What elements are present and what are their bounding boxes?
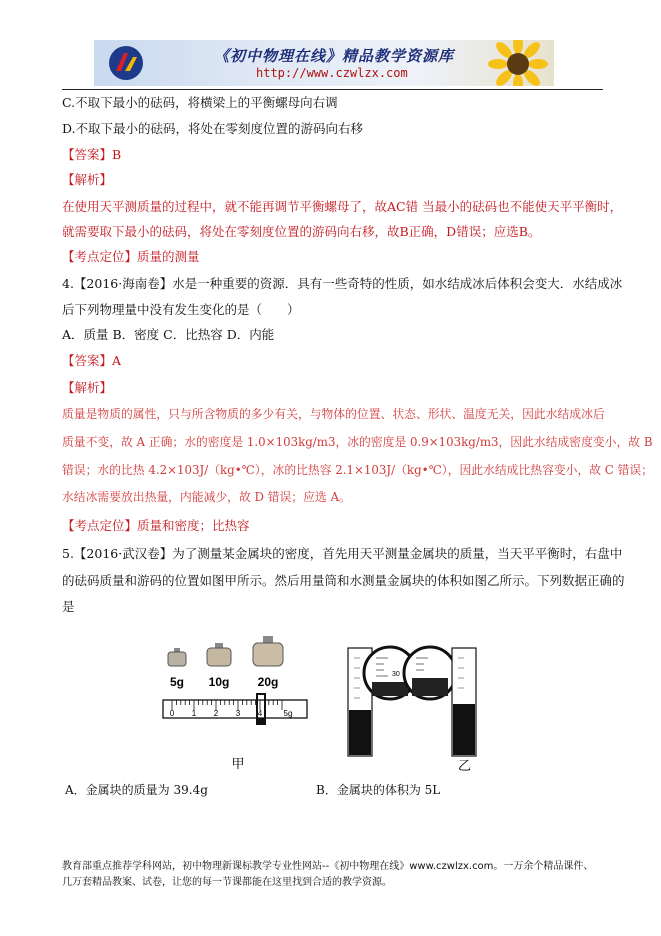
q5-option-b: B．金属块的体积为 5L [316,783,441,797]
q4-stem-line: 4.【2016·海南卷】水是一种重要的资源．具有一些奇特的性质，如水结成冰后体积会变大．水结成冰 [62,276,623,291]
q3-option-c: C.不取下最小的砝码，将横梁上的平衡螺母向右调 [62,95,338,110]
q3-knowledge-point [62,249,200,265]
footer-line: 教育部重点推荐学科网站，初中物理新课标教学专业性网站--《初中物理在线》www.czwlzx.com。一万余个精品课件、 [62,861,594,872]
weight-label: 10g [208,675,230,689]
scale-tick-label: 0 [169,709,175,718]
answer-tag: 【答案】 [62,353,113,368]
figure-balance [160,628,310,773]
q3-option-d: D.不取下最小的砝码，将处在零刻度位置的游码向右移 [62,121,364,136]
figure-cylinders [340,628,490,773]
q3-analysis-line: 在使用天平测质量的过程中，就不能再调节平衡螺母了，故AC错 当最小的砝码也不能使天平平衡时， [62,199,623,214]
kp-tag: 【考点定位】 [62,249,138,264]
water-right [453,704,475,755]
header-divider [62,89,603,90]
weight-5g [168,648,186,666]
q5-stem-line: 5.【2016·武汉卷】为了测量某金属块的密度，首先用天平测量金属块的质量，当天平平衡时，右盘中 [62,546,623,561]
figure-caption-yi: 乙 [458,759,472,773]
q4-answer [62,353,121,369]
scale-tick-label: 3 [235,709,241,718]
banner-url: http://www.czwlzx.com [256,66,408,80]
sunflower-icon [488,40,548,86]
answer-value: A [112,353,122,368]
site-logo-icon [108,45,144,81]
q4-analysis-line: 错误；水的比热 4.2×103J/（kg•℃），冰的比热容 2.1×103J/（kg•℃），因此水结成比热容变小，故 C 错误； [62,463,653,477]
q4-analysis-line: 质量是物质的属性，只与所含物质的多少有关，与物体的位置、状态、形状、温度无关，因此水结成冰后 [62,407,605,421]
q4-analysis-tag: 【解析】 [62,380,113,395]
q3-analysis-tag: 【解析】 [62,172,113,187]
balance-illustration [160,628,310,773]
weight-20g [253,636,283,666]
kp-value: 质量和密度；比热容 [137,518,250,533]
q4-knowledge-point [62,518,250,534]
scale-rider-base [257,718,265,724]
cylinder-illustration [340,628,490,773]
scale-tick-label: 1 [191,709,197,718]
banner-title: 《初中物理在线》精品教学资源库 [214,47,455,65]
q5-stem-line: 是 [62,599,75,614]
kp-tag: 【考点定位】 [62,518,138,533]
q4-options: A．质量 B．密度 C．比热容 D．内能 [62,327,275,342]
water-left [349,710,371,755]
weight-label: 20g [257,675,279,689]
q4-analysis-line: 质量不变，故 A 正确；水的密度是 1.0×103kg/m3，冰的密度是 0.9×103kg/m3，因此水结成密度变小，故 B [62,435,653,449]
magnifier-water-right [412,678,448,696]
q3-analysis-line: 就需要取下最小的砝码，将处在零刻度位置的游码向右移，故B正确，D错误；应选B。 [62,224,541,239]
weight-10g [207,643,231,666]
kp-value: 质量的测量 [137,249,200,264]
magnifier-water [372,682,408,696]
q5-option-a: A．金属块的质量为 39.4g [65,783,208,797]
figure-caption-jia: 甲 [231,757,245,772]
answer-tag: 【答案】 [62,147,113,162]
cylinder-mark-label: 30 [392,671,400,678]
footer-line: 几万套精品教案、试卷，让您的每一节课都能在这里找到合适的教学资源。 [62,877,392,888]
answer-value: B [112,147,122,162]
header-banner [94,40,554,86]
q3-answer [62,147,121,163]
q4-stem-line: 后下列物理量中没有发生变化的是（ ） [62,302,300,317]
scale-tick-label: 4 [257,709,263,718]
scale-tick-label: 2 [213,709,219,718]
weight-label: 5g [169,675,185,689]
q4-analysis-line: 水结冰需要放出热量，内能减少，故 D 错误；应选 A。 [62,490,351,504]
scale-tick-label: 5g [283,709,293,718]
q5-stem-line: 的砝码质量和游码的位置如图甲所示。然后用量筒和水测量金属块的体积如图乙所示。下列数据正确的 [62,573,625,588]
